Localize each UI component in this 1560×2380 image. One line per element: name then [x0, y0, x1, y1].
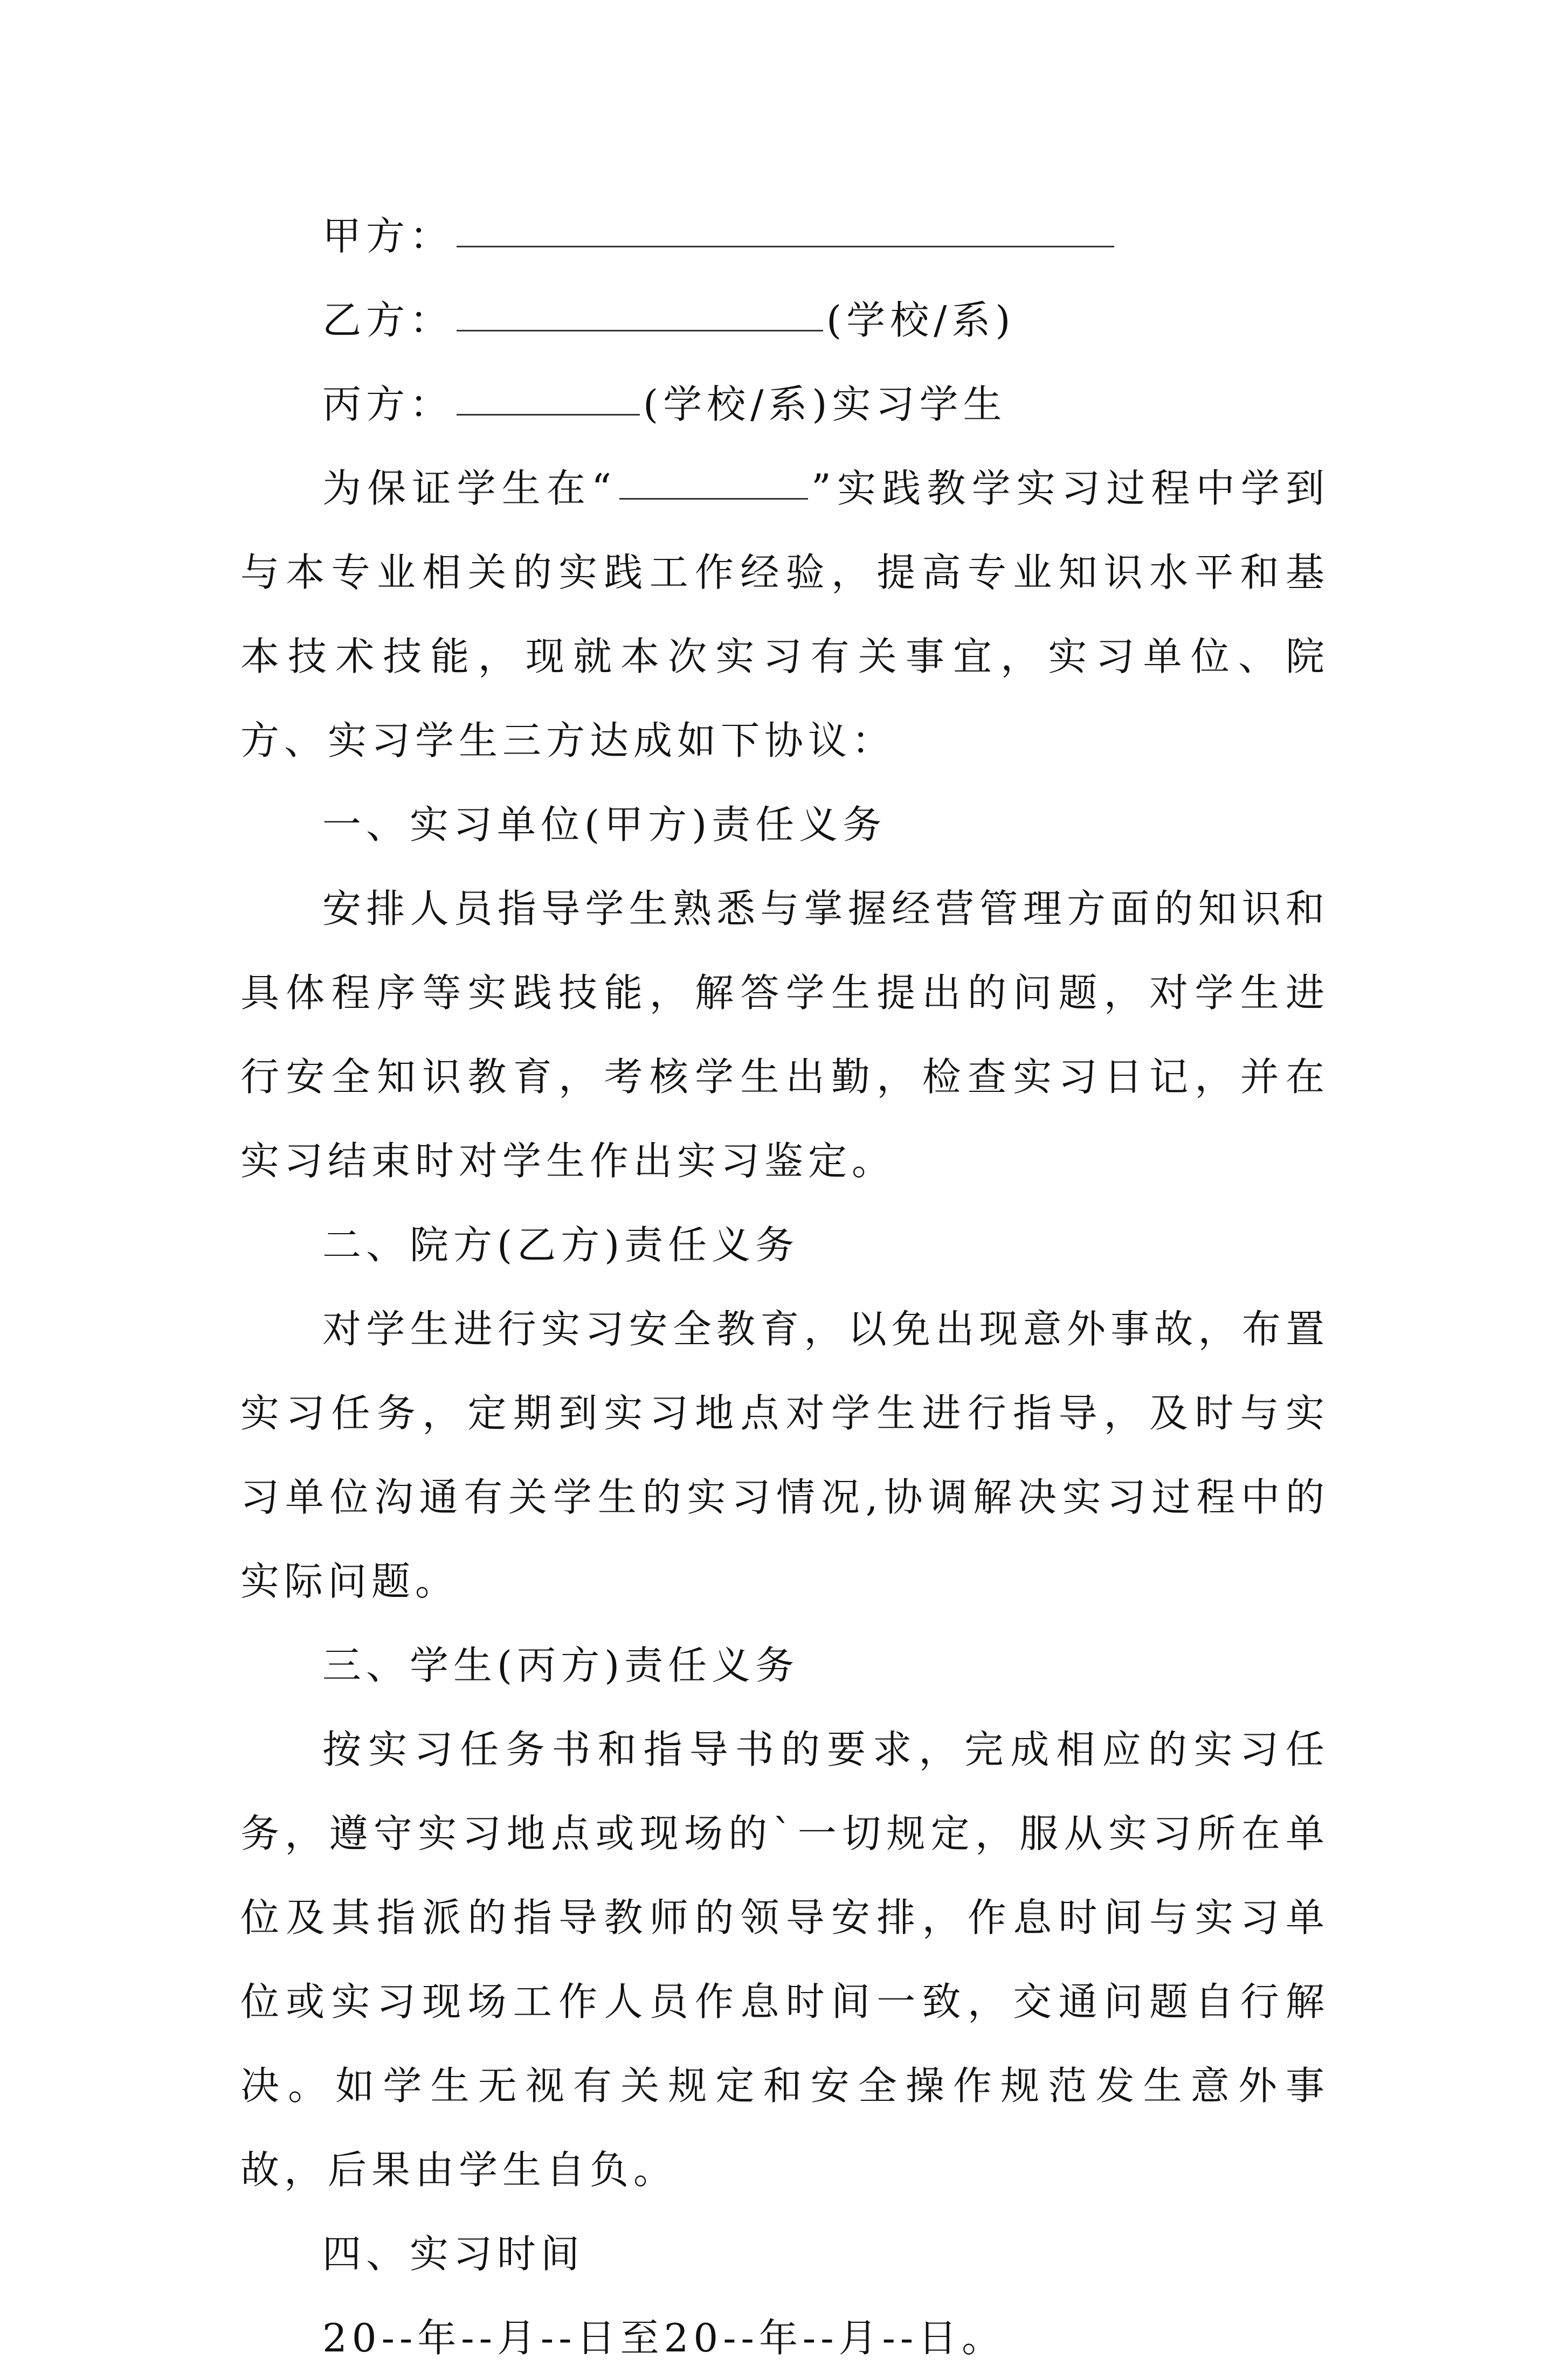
party-b-line — [240, 278, 1329, 362]
section-heading-4: 四、实习时间 — [322, 2231, 585, 2277]
intro-prefix: 为保证学生在“ — [322, 466, 616, 511]
party-b-blank — [457, 278, 823, 331]
party-b-label: 乙方： — [322, 298, 454, 343]
party-a-line — [240, 194, 1329, 278]
section-heading-2: 二、院方(乙方)责任义务 — [322, 1222, 799, 1268]
practice-name-blank — [619, 446, 808, 500]
section-heading-1: 一、实习单位(甲方)责任义务 — [322, 802, 887, 847]
party-a-blank — [457, 194, 1114, 247]
party-a-label: 甲方： — [322, 213, 454, 259]
agreement-body — [240, 194, 1329, 2380]
party-c-label: 丙方： — [322, 382, 454, 427]
intro-suffix: ”实践教学实习过程中学到与本专业相关的实践工作经验，提高专业知识水平和基本技术技能，现就本次实习有关事宜，实习单位、院方、实习学生三方达成如下协议： — [240, 466, 1329, 763]
section-body-3: 按实习任务书和指导书的要求，完成相应的实习任务，遵守实习地点或现场的`一切规定，服从实习所在单位及其指派的指导教师的领导安排，作息时间与实习单位或实习现场工作人员作息时间一致，交通问题自行解决。如学生无视有关规定和安全操作规范发生意外事故，后果由学生自负。 — [240, 1727, 1329, 2192]
section-heading-3: 三、学生(丙方)责任义务 — [322, 1643, 799, 1688]
section-body-4: 20--年--月--日至20--年--月--日。 — [322, 2315, 1006, 2361]
party-c-suffix: (学校/系)实习学生 — [643, 382, 1007, 427]
section-body-1: 安排人员指导学生熟悉与掌握经营管理方面的知识和具体程序等实践技能，解答学生提出的问题，对学生进行安全知识教育，考核学生出勤，检查实习日记，并在实习结束时对学生作出实习鉴定。 — [240, 886, 1329, 1184]
party-c-blank — [457, 362, 640, 416]
intro-paragraph — [240, 446, 1329, 783]
party-b-suffix: (学校/系) — [826, 298, 1016, 343]
section-body-2: 对学生进行实习安全教育，以免出现意外事故，布置实习任务，定期到实习地点对学生进行指导，及时与实习单位沟通有关学生的实习情况,协调解决实习过程中的实际问题。 — [240, 1306, 1329, 1604]
party-c-line — [240, 362, 1329, 446]
